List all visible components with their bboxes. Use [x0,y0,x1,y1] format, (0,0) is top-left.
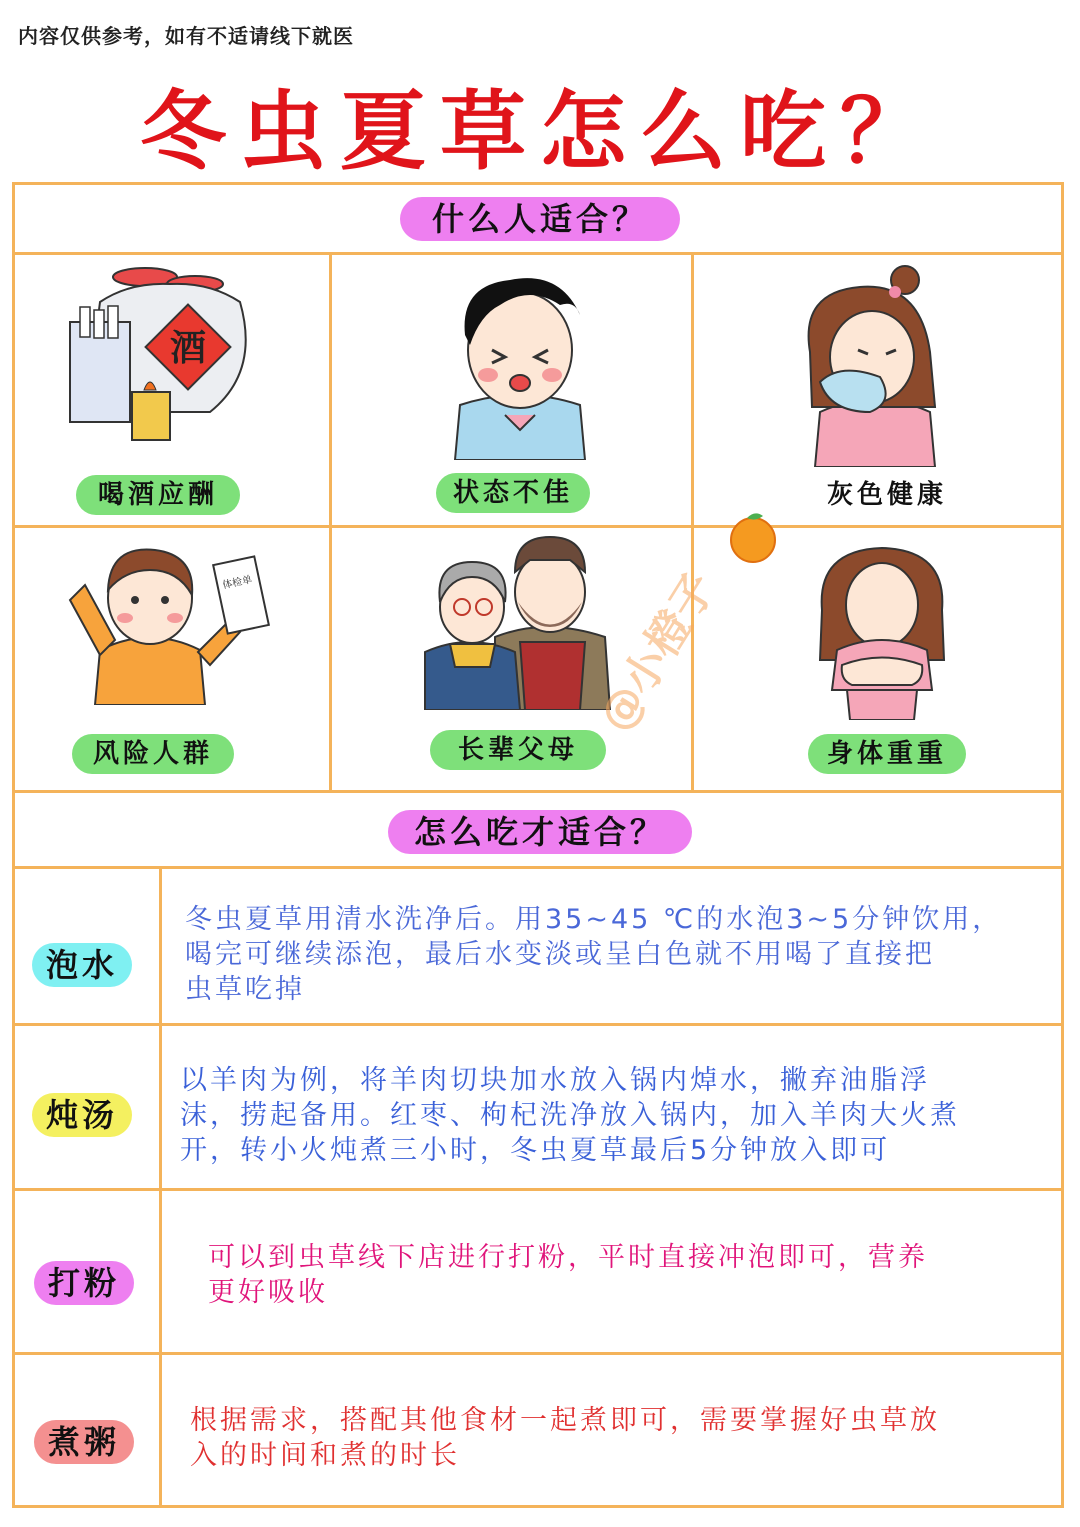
group-label: 灰色健康 [826,480,947,510]
group-label: 喝酒应酬 [76,475,240,515]
method-text-soak: 冬虫夏草用清水洗净后。用35~45 ℃的水泡3~5分钟饮用， 喝完可继续添泡，最后水变淡或呈白色就不用喝了直接把 虫草吃掉 [185,904,1003,1005]
watermark [575,510,795,740]
method-label-stew: 炖汤 [32,1093,132,1137]
disclaimer: 内容仅供参考，如有不适请线下就医 [18,24,354,48]
jar-character: 酒 [169,328,207,369]
divider [159,866,162,1506]
girl-holding-belly-illustration [812,540,952,720]
report-text: 体检单 [221,574,254,592]
divider [12,1352,1064,1355]
wine-jar-cigarettes-illustration [60,262,270,447]
method-text-powder: 可以到虫草线下店进行打粉，平时直接冲泡即可，营养 更好吸收 [208,1242,928,1308]
svg-text:@小橙子: @小橙子 [589,564,726,740]
method-label-powder: 打粉 [34,1261,134,1305]
divider [329,252,332,792]
divider [12,525,1064,528]
method-text-porridge: 根据需求，搭配其他食材一起煮即可，需要掌握好虫草放 入的时间和煮的时长 [190,1405,940,1471]
method-label-soak: 泡水 [32,943,132,987]
divider [12,866,1064,869]
boy-with-checkup-report-illustration [60,540,280,705]
page-title: 冬虫夏草怎么吃？ [140,82,940,182]
divider [12,1188,1064,1191]
group-label: 风险人群 [72,734,234,774]
method-text-stew: 以羊肉为例，将羊肉切块加水放入锅内焯水，撇弃油脂浮 沫，捞起备用。红枣、枸杞洗净放入锅内，加入羊肉大火煮 开，转小火炖煮三小时，冬虫夏草最后5分钟放入即可 [180,1065,960,1166]
divider [12,252,1064,255]
divider [12,1023,1064,1026]
tired-boy-illustration [440,265,600,460]
section-heading-how: 怎么吃才适合？ [388,810,692,854]
section-heading-who: 什么人适合？ [400,197,680,241]
group-label: 长辈父母 [430,730,606,770]
method-label-porridge: 煮粥 [34,1420,134,1464]
group-label: 状态不佳 [436,473,590,513]
girl-with-tissue-illustration [800,262,950,467]
group-label: 身体重重 [808,734,966,774]
divider [12,790,1064,793]
